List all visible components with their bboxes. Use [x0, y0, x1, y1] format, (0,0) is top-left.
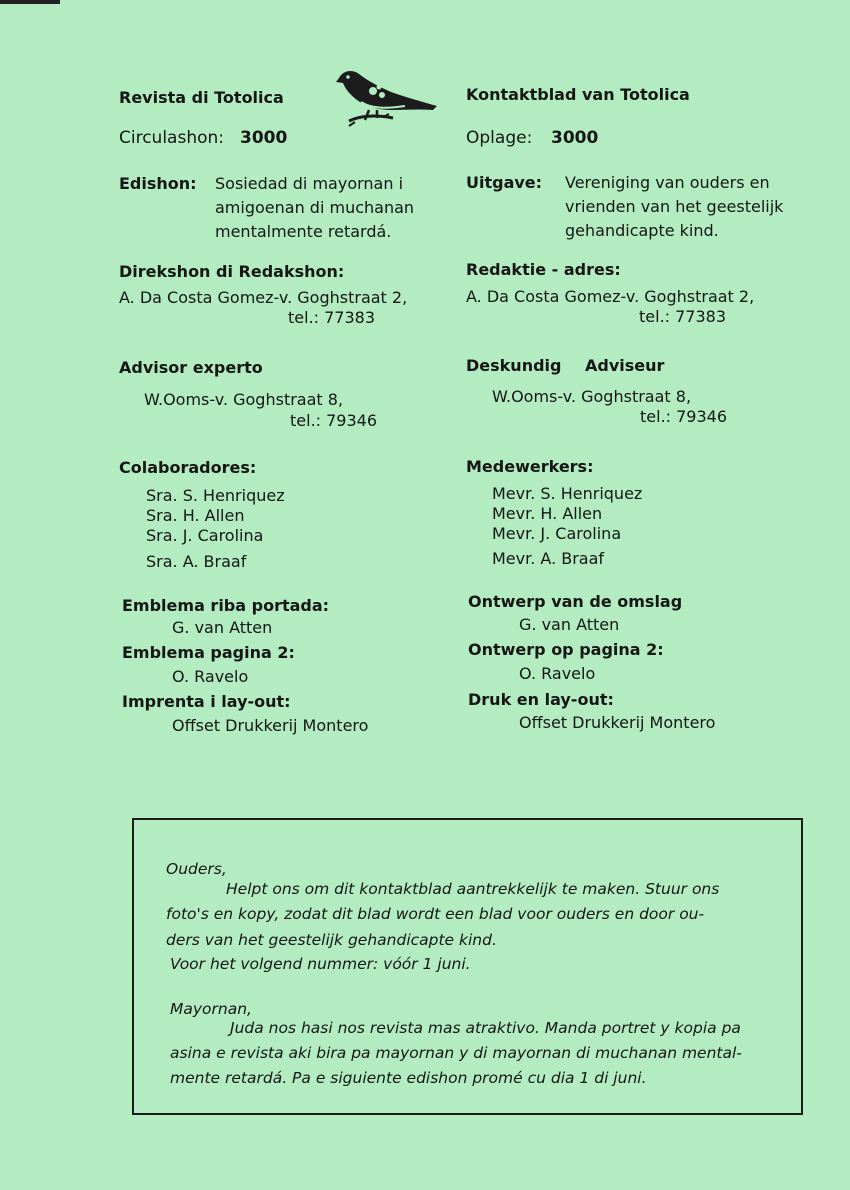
left-print-label: Imprenta i lay-out:: [122, 692, 291, 711]
left-circulation-value: 3000: [240, 128, 288, 148]
right-edition-line: Vereniging van ouders en: [565, 173, 770, 192]
right-edition-line: vrienden van het geestelijk: [565, 197, 784, 216]
left-advisor-label: Advisor experto: [119, 358, 263, 377]
right-collaborator: Mevr. H. Allen: [492, 504, 603, 523]
notice-papiamento-line: Juda nos hasi nos revista mas atraktivo. Manda portret y kopia pa: [230, 1019, 741, 1037]
right-advisor-label-2: Adviseur: [585, 356, 665, 375]
right-collaborator: Mevr. J. Carolina: [492, 524, 622, 543]
left-direction-label: Direkshon di Redakshon:: [119, 262, 345, 281]
notice-dutch-heading: Ouders,: [166, 860, 227, 878]
left-direction-address: A. Da Costa Gomez-v. Goghstraat 2,: [119, 288, 408, 307]
notice-dutch-line: foto's en kopy, zodat dit blad wordt een blad voor ouders en door ou-: [166, 905, 705, 923]
notice-papiamento-heading: Mayornan,: [170, 1000, 252, 1018]
notice-box: [132, 818, 803, 1115]
right-edition-label: Uitgave:: [466, 173, 543, 192]
right-collaborator: Mevr. S. Henriquez: [492, 484, 643, 503]
right-advisor-address: W.Ooms-v. Goghstraat 8,: [492, 387, 692, 406]
left-collaborator: Sra. J. Carolina: [146, 526, 264, 545]
left-collaborator: Sra. H. Allen: [146, 506, 245, 525]
right-circulation-label: Oplage:: [466, 128, 533, 148]
right-print-label: Druk en lay-out:: [468, 690, 614, 709]
right-emblem-page-value: O. Ravelo: [519, 664, 596, 683]
right-title: Kontaktblad van Totolica: [466, 85, 690, 104]
left-collab-label: Colaboradores:: [119, 458, 257, 477]
left-collaborator: Sra. A. Braaf: [146, 552, 247, 571]
notice-dutch-line: Voor het volgend nummer: vóór 1 juni.: [170, 955, 471, 973]
left-edition-line: amigoenan di muchanan: [215, 198, 415, 217]
right-direction-label: Redaktie - adres:: [466, 260, 621, 279]
right-collab-label: Medewerkers:: [466, 457, 594, 476]
right-edition-line: gehandicapte kind.: [565, 221, 719, 240]
scan-edge-mark: [0, 0, 60, 4]
left-edition-line: Sosiedad di mayornan i: [215, 174, 404, 193]
dove-icon: [333, 66, 441, 128]
right-direction-address: A. Da Costa Gomez-v. Goghstraat 2,: [466, 287, 755, 306]
left-title: Revista di Totolica: [119, 88, 284, 107]
right-direction-tel: tel.: 77383: [639, 307, 727, 326]
notice-dutch-line: ders van het geestelijk gehandicapte kind.: [166, 931, 497, 949]
right-emblem-cover-value: G. van Atten: [519, 615, 620, 634]
left-emblem-page-label: Emblema pagina 2:: [122, 643, 295, 662]
left-circulation-label: Circulashon:: [119, 128, 225, 148]
left-edition-label: Edishon:: [119, 174, 197, 193]
right-emblem-page-label: Ontwerp op pagina 2:: [468, 640, 664, 659]
right-emblem-cover-label: Ontwerp van de omslag: [468, 592, 683, 611]
left-edition-line: mentalmente retardá.: [215, 222, 392, 241]
left-collaborator: Sra. S. Henriquez: [146, 486, 285, 505]
right-circulation-value: 3000: [551, 128, 599, 148]
right-advisor-label-1: Deskundig: [466, 356, 562, 375]
right-advisor-tel: tel.: 79346: [640, 407, 728, 426]
right-collaborator: Mevr. A. Braaf: [492, 549, 605, 568]
left-emblem-page-value: O. Ravelo: [172, 667, 249, 686]
left-direction-tel: tel.: 77383: [288, 308, 376, 327]
left-advisor-tel: tel.: 79346: [290, 411, 378, 430]
left-advisor-address: W.Ooms-v. Goghstraat 8,: [144, 390, 344, 409]
left-print-value: Offset Drukkerij Montero: [172, 716, 369, 735]
left-emblem-cover-value: G. van Atten: [172, 618, 273, 637]
notice-dutch-line: Helpt ons om dit kontaktblad aantrekkelijk te maken. Stuur ons: [226, 880, 720, 898]
right-print-value: Offset Drukkerij Montero: [519, 713, 716, 732]
left-emblem-cover-label: Emblema riba portada:: [122, 596, 330, 615]
notice-papiamento-line: asina e revista aki bira pa mayornan y di mayornan di muchanan mental-: [170, 1044, 742, 1062]
notice-papiamento-line: mente retardá. Pa e siguiente edishon promé cu dia 1 di juni.: [170, 1069, 647, 1087]
